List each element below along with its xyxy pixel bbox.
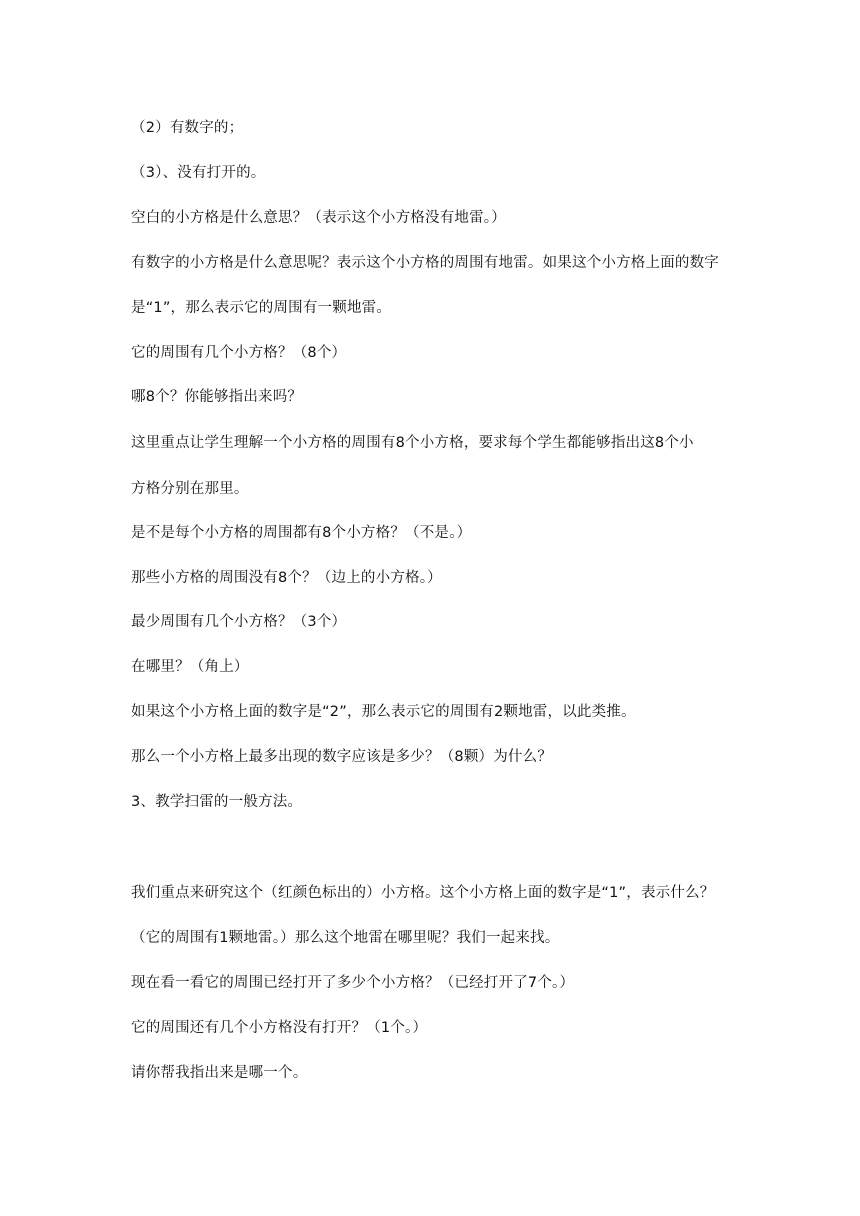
paragraph-line: 在哪里？（角上） <box>131 659 249 675</box>
paragraph-line: 请你帮我指出来是哪一个。 <box>131 1065 308 1081</box>
paragraph-line: （3）、没有打开的。 <box>131 165 266 181</box>
paragraph-line: 如果这个小方格上面的数字是“2”，那么表示它的周围有2颗地雷，以此类推。 <box>131 704 636 720</box>
paragraph-line: 哪8个？你能够指出来吗？ <box>131 389 303 405</box>
paragraph-line: 有数字的小方格是什么意思呢？表示这个小方格的周围有地雷。如果这个小方格上面的数字 <box>131 255 719 271</box>
paragraph-line: 是不是每个小方格的周围都有8个小方格？（不是。） <box>131 525 472 541</box>
paragraph-line: 我们重点来研究这个（红颜色标出的）小方格。这个小方格上面的数字是“1”，表示什么？ <box>131 885 715 901</box>
paragraph-line: 方格分别在那里。 <box>131 481 249 497</box>
paragraph-line: 那些小方格的周围没有8个？（边上的小方格。） <box>131 570 442 586</box>
paragraph-line: 它的周围有几个小方格？（8个） <box>131 345 347 361</box>
paragraph-line: 3、教学扫雷的一般方法。 <box>131 794 303 810</box>
paragraph-line: 那么一个小方格上最多出现的数字应该是多少？（8颗）为什么？ <box>131 749 553 765</box>
paragraph-line: （它的周围有1颗地雷。）那么这个地雷在哪里呢？我们一起来找。 <box>131 930 560 946</box>
paragraph-line: 最少周围有几个小方格？（3个） <box>131 614 347 630</box>
paragraph-line: 空白的小方格是什么意思？（表示这个小方格没有地雷。） <box>131 210 506 226</box>
paragraph-line: 这里重点让学生理解一个小方格的周围有8个小方格，要求每个学生都能够指出这8个小 <box>131 435 694 451</box>
paragraph-line: 它的周围还有几个小方格没有打开？（1个。） <box>131 1020 428 1036</box>
paragraph-line: （2）有数字的； <box>131 120 244 136</box>
paragraph-line: 现在看一看它的周围已经打开了多少个小方格？（已经打开了7个。） <box>131 975 575 991</box>
paragraph-line: 是“1”，那么表示它的周围有一颗地雷。 <box>131 300 392 316</box>
